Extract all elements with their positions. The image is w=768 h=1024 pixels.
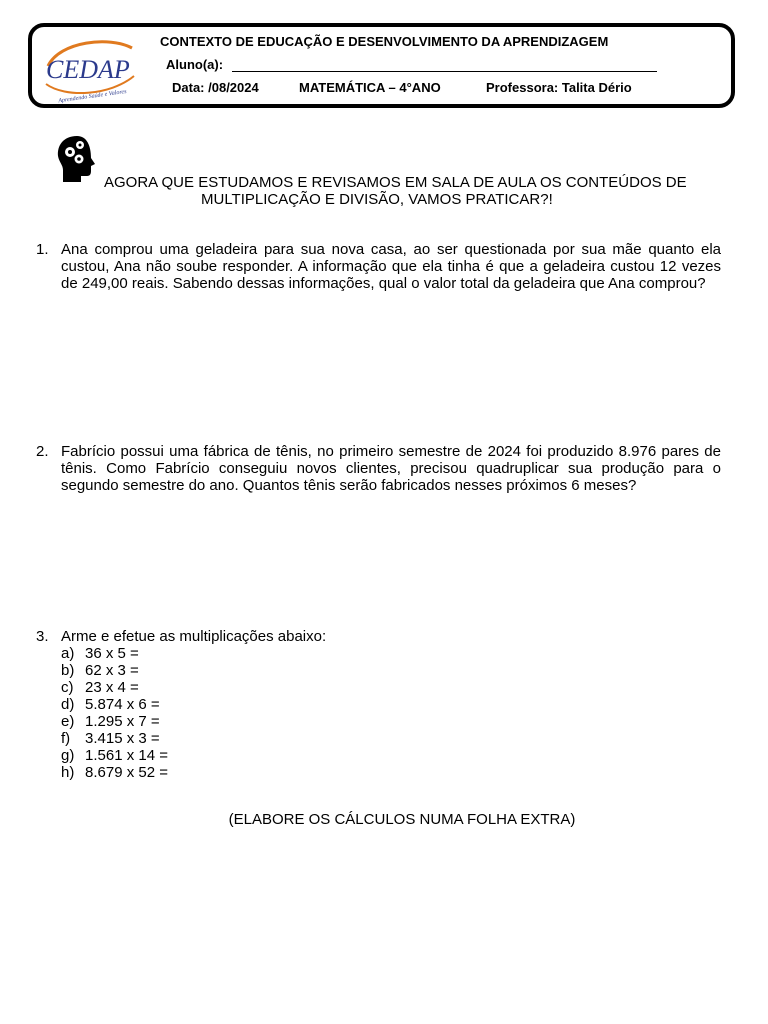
intro-line-1: AGORA QUE ESTUDAMOS E REVISAMOS EM SALA DE AULA OS CONTEÚDOS DE	[104, 174, 687, 191]
question-3	[36, 628, 721, 781]
footer-note-text: (ELABORE OS CÁLCULOS NUMA FOLHA EXTRA)	[228, 811, 576, 828]
list-item: d) 5.874 x 6 =	[61, 696, 160, 713]
student-name-line[interactable]	[232, 71, 657, 72]
subject-label: MATEMÁTICA – 4°ANO	[299, 80, 441, 95]
list-item: a) 36 x 5 =	[61, 645, 139, 662]
logo-text: CEDAP	[46, 55, 130, 84]
student-label: Aluno(a):	[166, 57, 224, 72]
cedap-logo	[40, 36, 140, 106]
question-number: 3.	[36, 628, 49, 645]
footer-note	[0, 811, 768, 828]
question-number: 2.	[36, 443, 49, 460]
list-item: b) 62 x 3 =	[61, 662, 139, 679]
logo-tagline: Aprendendo Saúde e Valores	[58, 88, 127, 105]
list-item: c) 23 x 4 =	[61, 679, 139, 696]
list-item: g) 1.561 x 14 =	[61, 747, 168, 764]
intro-text	[104, 174, 724, 208]
date-label: Data: /08/2024	[172, 80, 259, 95]
question-text: Ana comprou uma geladeira para sua nova casa, ao ser questionada por sua mãe quanto ela custou, Ana não soube responder. A informação que ela tinha é que a geladeira custou 12 vezes de 249,00 reais. Sabendo dessas informações, qual o valor total da geladeira que Ana comprou?	[61, 241, 721, 292]
question-1	[36, 241, 721, 292]
header-box	[28, 23, 735, 108]
multiplication-list	[61, 645, 721, 781]
list-item: h) 8.679 x 52 =	[61, 764, 168, 781]
question-text: Arme e efetue as multiplicações abaixo:	[61, 628, 327, 645]
teacher-label: Professora: Talita Dério	[486, 80, 632, 95]
question-text: Fabrício possui uma fábrica de tênis, no primeiro semestre de 2024 foi produzido 8.976 pares de tênis. Como Fabrício conseguiu novos clientes, precisou quadruplicar sua produção para o segundo semestre do ano. Quantos tênis serão fabricados nesses próximos 6 meses?	[61, 443, 721, 494]
question-2	[36, 443, 721, 494]
intro-line-2: MULTIPLICAÇÃO E DIVISÃO, VAMOS PRATICAR?!	[201, 191, 553, 208]
thinking-head-icon	[55, 134, 101, 184]
list-item: e) 1.295 x 7 =	[61, 713, 160, 730]
list-item: f) 3.415 x 3 =	[61, 730, 160, 747]
school-name: CONTEXTO DE EDUCAÇÃO E DESENVOLVIMENTO DA APRENDIZAGEM	[160, 34, 609, 49]
question-number: 1.	[36, 241, 49, 258]
